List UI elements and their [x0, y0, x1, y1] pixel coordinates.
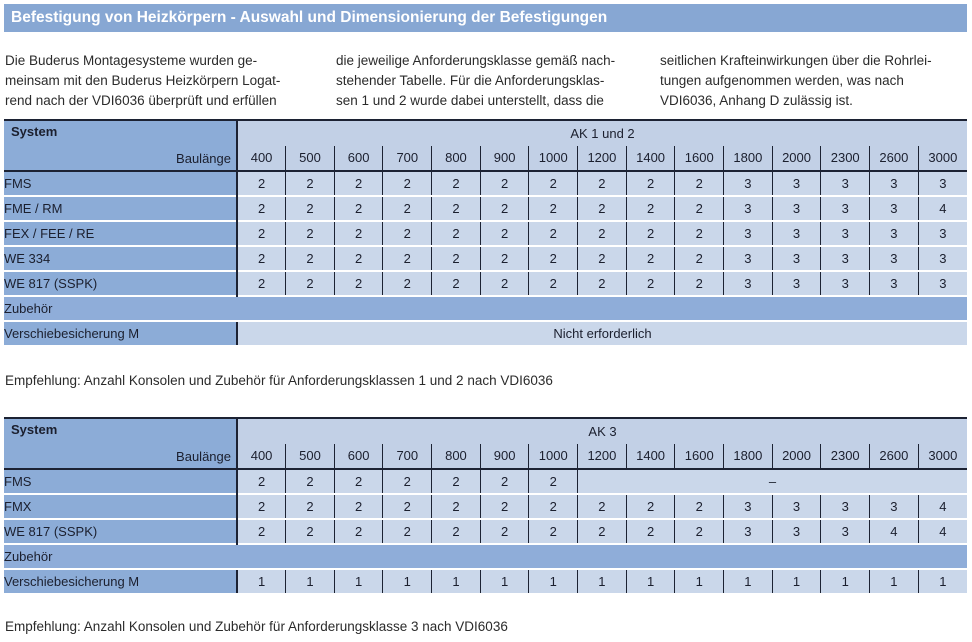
value-cell: 3	[772, 494, 821, 519]
system-header-cell	[4, 120, 237, 171]
table-row	[4, 271, 967, 296]
value-cell: 2	[334, 519, 383, 544]
value-cell: 2	[529, 196, 578, 221]
intro-text-line: stehender Tabelle. Für die Anforderungsklas-	[336, 73, 605, 88]
table-row	[4, 469, 967, 494]
value-cell: 1	[918, 569, 967, 593]
value-cell: 2	[480, 196, 529, 221]
length-header-cell: 2600	[870, 146, 919, 172]
value-cell: 1	[821, 569, 870, 593]
page-title: Befestigung von Heizkörpern - Auswahl und Dimensionierung der Befestigungen	[11, 9, 608, 26]
value-cell: 2	[237, 196, 286, 221]
value-cell: 2	[626, 171, 675, 196]
value-cell: 1	[724, 569, 773, 593]
table-row	[4, 221, 967, 246]
value-cell: 2	[334, 221, 383, 246]
length-header-cell: 1200	[578, 146, 627, 172]
length-header-cell: 700	[383, 146, 432, 172]
page-title-bar	[4, 4, 967, 32]
value-cell: 2	[383, 494, 432, 519]
section-row-cell: Zubehör	[4, 544, 967, 569]
baulaenge-label: Baulänge	[176, 449, 231, 464]
length-header-cell: 1600	[675, 146, 724, 172]
length-header-cell: 1400	[626, 444, 675, 470]
value-cell: 2	[237, 246, 286, 271]
length-header-cell: 800	[432, 444, 481, 470]
length-header-cell: 1600	[675, 444, 724, 470]
row-label-cell: Verschiebesicherung M	[4, 569, 237, 593]
value-cell: 2	[237, 519, 286, 544]
length-header-cell: 2000	[772, 146, 821, 172]
row-label-cell: FMS	[4, 469, 237, 494]
value-cell: 4	[918, 519, 967, 544]
value-cell: 2	[286, 271, 335, 296]
value-cell: 2	[237, 271, 286, 296]
intro-column-3	[660, 51, 970, 111]
value-cell: 2	[334, 271, 383, 296]
value-cell: 1	[772, 569, 821, 593]
value-cell: 3	[870, 494, 919, 519]
length-header-cell: 500	[286, 146, 335, 172]
intro-column-2	[336, 51, 651, 111]
value-cell: 3	[724, 519, 773, 544]
value-cell: 2	[432, 271, 481, 296]
row-label-cell: WE 817 (SSPK)	[4, 519, 237, 544]
value-cell: 1	[626, 569, 675, 593]
length-header-cell: 1400	[626, 146, 675, 172]
row-label-cell: WE 334	[4, 246, 237, 271]
table-caption-2: Empfehlung: Anzahl Konsolen und Zubehör für Anforderungsklasse 3 nach VDI6036	[5, 619, 508, 634]
length-header-cell: 2600	[870, 444, 919, 470]
value-cell: 2	[383, 271, 432, 296]
value-cell: 2	[432, 196, 481, 221]
value-cell: 2	[578, 221, 627, 246]
value-cell: 3	[821, 221, 870, 246]
table-row	[4, 519, 967, 544]
value-cell: 3	[918, 271, 967, 296]
value-cell: Nicht erforderlich	[237, 321, 967, 345]
value-cell: 3	[772, 519, 821, 544]
value-cell: 2	[432, 519, 481, 544]
system-header-cell	[4, 418, 237, 469]
length-header-cell: 1200	[578, 444, 627, 470]
value-cell: 2	[578, 494, 627, 519]
length-header-cell: 500	[286, 444, 335, 470]
table-ak3	[4, 417, 967, 593]
length-header-cell: 1000	[529, 444, 578, 470]
length-header-cell: 600	[334, 146, 383, 172]
value-cell: 2	[432, 221, 481, 246]
value-cell: 2	[675, 196, 724, 221]
value-cell: 3	[870, 171, 919, 196]
row-label-cell: Verschiebesicherung M	[4, 321, 237, 345]
value-cell: 2	[286, 494, 335, 519]
value-cell: 2	[237, 469, 286, 494]
value-cell: 2	[529, 519, 578, 544]
section-row-cell: Zubehör	[4, 296, 967, 321]
value-cell: 2	[675, 246, 724, 271]
value-cell: 2	[383, 196, 432, 221]
value-cell: 2	[334, 469, 383, 494]
value-cell: 2	[334, 494, 383, 519]
value-cell: 3	[724, 494, 773, 519]
value-cell: 2	[334, 196, 383, 221]
value-cell: 2	[286, 519, 335, 544]
value-cell: 3	[821, 171, 870, 196]
system-label: System	[11, 422, 58, 437]
intro-text-line: sen 1 und 2 wurde dabei unterstellt, dass die	[336, 93, 604, 108]
value-cell: 2	[237, 494, 286, 519]
value-cell: 2	[480, 221, 529, 246]
value-cell: –	[578, 469, 967, 494]
system-header-box	[4, 121, 236, 170]
value-cell: 1	[675, 569, 724, 593]
value-cell: 3	[918, 246, 967, 271]
value-cell: 2	[675, 221, 724, 246]
value-cell: 2	[578, 271, 627, 296]
value-cell: 2	[675, 494, 724, 519]
value-cell: 2	[529, 221, 578, 246]
value-cell: 2	[432, 494, 481, 519]
value-cell: 2	[480, 171, 529, 196]
value-cell: 2	[626, 221, 675, 246]
value-cell: 3	[772, 246, 821, 271]
value-cell: 3	[772, 221, 821, 246]
value-cell: 2	[626, 196, 675, 221]
length-header-cell: 900	[480, 444, 529, 470]
value-cell: 1	[383, 569, 432, 593]
table-row	[4, 246, 967, 271]
value-cell: 2	[286, 221, 335, 246]
value-cell: 3	[870, 221, 919, 246]
length-header-cell: 2000	[772, 444, 821, 470]
intro-text-line: die jeweilige Anforderungsklasse gemäß nach-	[336, 53, 616, 68]
value-cell: 3	[724, 196, 773, 221]
group-header-cell: AK 3	[237, 418, 967, 444]
length-header-cell: 3000	[918, 444, 967, 470]
value-cell: 2	[480, 519, 529, 544]
value-cell: 2	[334, 246, 383, 271]
table-row	[4, 171, 967, 196]
value-cell: 1	[432, 569, 481, 593]
value-cell: 3	[724, 171, 773, 196]
value-cell: 3	[918, 171, 967, 196]
value-cell: 2	[578, 246, 627, 271]
value-cell: 2	[432, 246, 481, 271]
value-cell: 3	[724, 246, 773, 271]
spec-table-grid	[4, 417, 967, 593]
value-cell: 2	[237, 221, 286, 246]
intro-text-line: seitlichen Krafteinwirkungen über die Rohrlei-	[660, 53, 932, 68]
value-cell: 3	[870, 271, 919, 296]
value-cell: 3	[821, 494, 870, 519]
row-label-cell: FMX	[4, 494, 237, 519]
intro-text-line: meinsam mit den Buderus Heizkörpern Logat-	[5, 73, 281, 88]
value-cell: 3	[870, 196, 919, 221]
intro-text-line: rend nach der VDI6036 überprüft und erfüllen	[5, 93, 277, 108]
value-cell: 4	[918, 196, 967, 221]
value-cell: 4	[870, 519, 919, 544]
length-header-cell: 2300	[821, 146, 870, 172]
value-cell: 2	[578, 171, 627, 196]
value-cell: 1	[578, 569, 627, 593]
value-cell: 3	[724, 271, 773, 296]
value-cell: 2	[432, 171, 481, 196]
system-header-box	[4, 419, 236, 468]
value-cell: 2	[529, 469, 578, 494]
value-cell: 3	[724, 221, 773, 246]
length-header-cell: 1800	[724, 444, 773, 470]
value-cell: 3	[821, 271, 870, 296]
table-row	[4, 321, 967, 345]
length-header-cell: 600	[334, 444, 383, 470]
value-cell: 3	[918, 221, 967, 246]
length-header-cell: 1800	[724, 146, 773, 172]
value-cell: 3	[772, 171, 821, 196]
value-cell: 3	[772, 271, 821, 296]
value-cell: 2	[237, 171, 286, 196]
table-row	[4, 569, 967, 593]
length-header-cell: 900	[480, 146, 529, 172]
value-cell: 3	[821, 246, 870, 271]
baulaenge-label: Baulänge	[176, 151, 231, 166]
value-cell: 2	[480, 246, 529, 271]
value-cell: 2	[675, 171, 724, 196]
row-label-cell: FMS	[4, 171, 237, 196]
value-cell: 2	[286, 171, 335, 196]
value-cell: 2	[383, 519, 432, 544]
value-cell: 2	[480, 494, 529, 519]
value-cell: 2	[480, 469, 529, 494]
value-cell: 2	[626, 519, 675, 544]
value-cell: 1	[480, 569, 529, 593]
value-cell: 2	[432, 469, 481, 494]
length-header-cell: 700	[383, 444, 432, 470]
value-cell: 2	[626, 494, 675, 519]
value-cell: 2	[529, 494, 578, 519]
intro-text-line: tungen aufgenommen werden, was nach	[660, 73, 904, 88]
row-label-cell: FEX / FEE / RE	[4, 221, 237, 246]
value-cell: 4	[918, 494, 967, 519]
value-cell: 2	[578, 519, 627, 544]
value-cell: 2	[383, 469, 432, 494]
group-header-cell: AK 1 und 2	[237, 120, 967, 146]
length-header-cell: 1000	[529, 146, 578, 172]
value-cell: 2	[529, 171, 578, 196]
length-header-cell: 400	[237, 444, 286, 470]
table-ak1-und-2	[4, 119, 967, 345]
value-cell: 2	[529, 246, 578, 271]
value-cell: 3	[870, 246, 919, 271]
value-cell: 2	[286, 196, 335, 221]
value-cell: 2	[675, 271, 724, 296]
table-caption-1: Empfehlung: Anzahl Konsolen und Zubehör für Anforderungsklassen 1 und 2 nach VDI6036	[5, 373, 553, 388]
table-row	[4, 196, 967, 221]
section-row	[4, 544, 967, 569]
value-cell: 2	[286, 246, 335, 271]
value-cell: 3	[821, 196, 870, 221]
value-cell: 1	[529, 569, 578, 593]
value-cell: 2	[480, 271, 529, 296]
value-cell: 1	[286, 569, 335, 593]
intro-text-line: Die Buderus Montagesysteme wurden ge-	[5, 53, 258, 68]
value-cell: 2	[626, 246, 675, 271]
value-cell: 3	[772, 196, 821, 221]
value-cell: 2	[675, 519, 724, 544]
value-cell: 3	[821, 519, 870, 544]
value-cell: 2	[578, 196, 627, 221]
intro-text-line: VDI6036, Anhang D zulässig ist.	[660, 93, 853, 108]
value-cell: 1	[237, 569, 286, 593]
value-cell: 2	[626, 271, 675, 296]
spec-table-grid	[4, 119, 967, 345]
length-header-cell: 400	[237, 146, 286, 172]
value-cell: 2	[529, 271, 578, 296]
row-label-cell: FME / RM	[4, 196, 237, 221]
section-row	[4, 296, 967, 321]
value-cell: 2	[383, 171, 432, 196]
intro-column-1	[5, 51, 325, 111]
value-cell: 2	[383, 221, 432, 246]
table-row	[4, 494, 967, 519]
value-cell: 1	[334, 569, 383, 593]
value-cell: 2	[286, 469, 335, 494]
value-cell: 2	[383, 246, 432, 271]
value-cell: 1	[870, 569, 919, 593]
length-header-cell: 800	[432, 146, 481, 172]
length-header-cell: 3000	[918, 146, 967, 172]
value-cell: 2	[334, 171, 383, 196]
row-label-cell: WE 817 (SSPK)	[4, 271, 237, 296]
length-header-cell: 2300	[821, 444, 870, 470]
system-label: System	[11, 124, 58, 139]
